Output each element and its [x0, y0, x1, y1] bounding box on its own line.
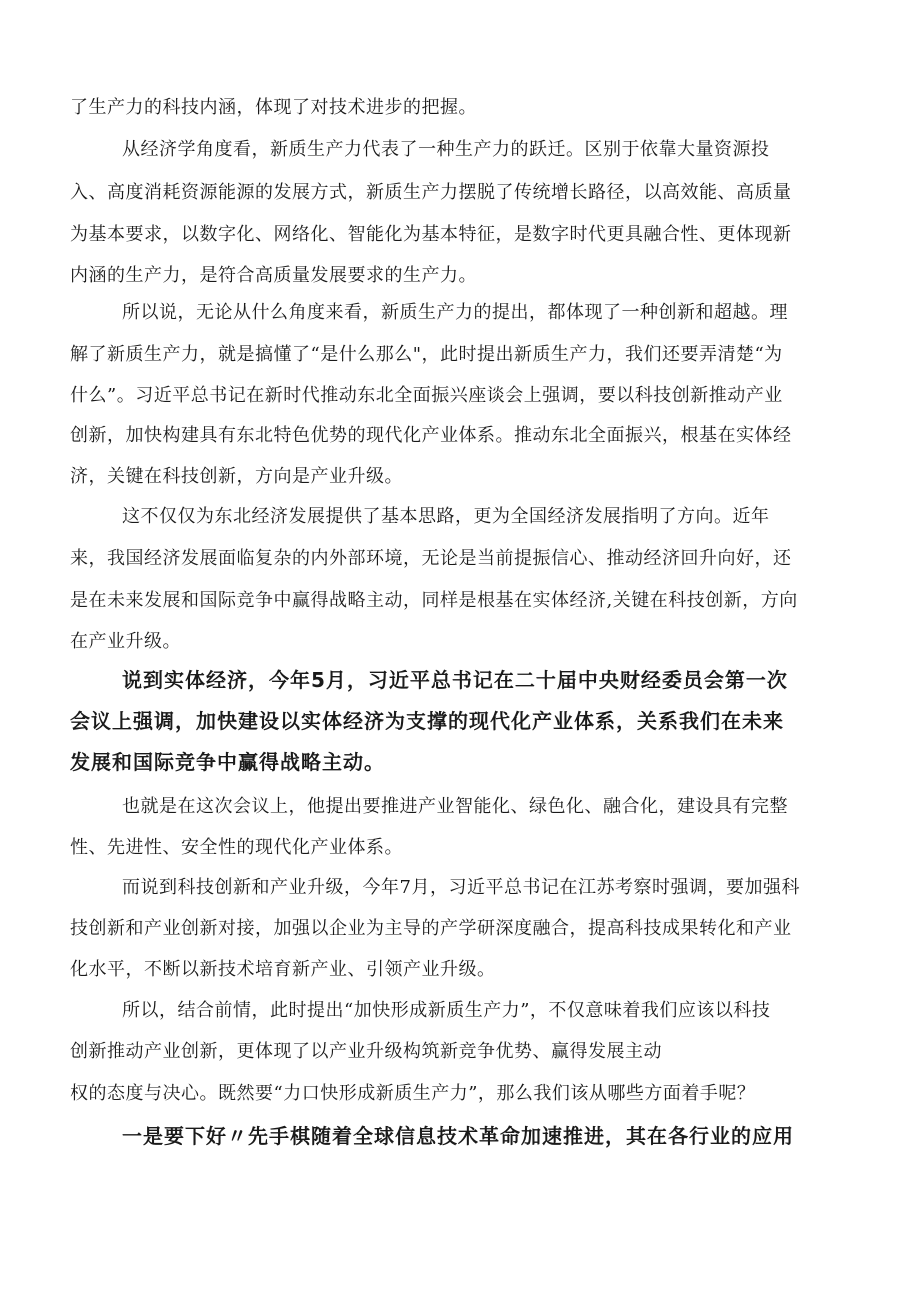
bold-text-line: 一是要下好〃先手棋随着全球信息技术革命加速推进，其在各行业的应用 — [122, 1124, 794, 1148]
text-line: 也就是在这次会议上，他提出要推进产业智能化、绿色化、融合化，建设具有完整 — [122, 796, 788, 817]
text-line: 所以，结合前情，此时提出“加快形成新质生产力”，不仅意味着我们应该以科技 — [122, 1000, 771, 1021]
text-line: 什么”。习近平总书记在新时代推动东北全面振兴座谈会上强调，要以科技创新推动产业 — [70, 385, 783, 406]
text-line: 所以说，无论从什么角度来看，新质生产力的提出，都体现了一种创新和超越。理 — [122, 302, 788, 323]
text-line: 从经济学角度看，新质生产力代表了一种生产力的跃迁。区别于依靠大量资源投 — [122, 139, 770, 160]
text-line: 而说到科技创新和产业升级，今年7月，习近平总书记在江苏考察时强调，要加强科 — [122, 877, 800, 898]
text-line: 性、先进性、安全性的现代化产业体系。 — [70, 837, 403, 858]
text-line: 解了新质生产力，就是搞懂了“是什么那么"，此时提出新质生产力，我们还要弄清楚“为 — [70, 344, 783, 365]
text-line: 入、高度消耗资源能源的发展方式，新质生产力摆脱了传统增长路径，以高效能、高质量 — [70, 182, 792, 203]
text-line: 这不仅仅为东北经济发展提供了基本思路，更为全国经济发展指明了方向。近年 — [122, 506, 770, 527]
text-line: 在产业升级。 — [70, 631, 181, 652]
text-line: 来，我国经济发展面临复杂的内外部环境，无论是当前提振信心、推动经济回升向好，还 — [70, 548, 792, 569]
text-line: 化水平，不断以新技术培育新产业、引领产业升级。 — [70, 959, 496, 980]
text-line: 创新推动产业创新，更体现了以产业升级构筑新竞争优势、赢得发展主动 — [70, 1041, 662, 1062]
text-line: 是在未来发展和国际竞争中赢得战略主动，同样是根基在实体经济,关键在科技创新，方向 — [70, 590, 798, 611]
text-line: 内涵的生产力，是符合高质量发展要求的生产力。 — [70, 265, 477, 286]
bold-text-line: 说到实体经济，今年5月，习近平总书记在二十届中央财经委员会第一次 — [122, 668, 788, 692]
bold-text-line: 会议上强调，加快建设以实体经济为支撑的现代化产业体系，关系我们在未来 — [70, 709, 784, 733]
text-line: 济，关键在科技创新，方向是产业升级。 — [70, 466, 403, 487]
text-line: 创新，加快构建具有东北特色优势的现代化产业体系。推动东北全面振兴，根基在实体经 — [70, 425, 792, 446]
bold-text-line: 发展和国际竞争中赢得战略主动。 — [70, 750, 385, 774]
text-line: 为基本要求，以数字化、网络化、智能化为基本特征，是数字时代更具融合性、更体现新 — [70, 224, 792, 245]
text-line: 权的态度与决心。既然要“力口快形成新质生产力”，那么我们该从哪些方面着手呢？ — [70, 1083, 756, 1104]
text-line: 技创新和产业创新对接，加强以企业为主导的产学研深度融合，提高科技成果转化和产业 — [70, 918, 792, 939]
text-line: 了生产力的科技内涵，体现了对技术进步的把握。 — [70, 97, 477, 118]
